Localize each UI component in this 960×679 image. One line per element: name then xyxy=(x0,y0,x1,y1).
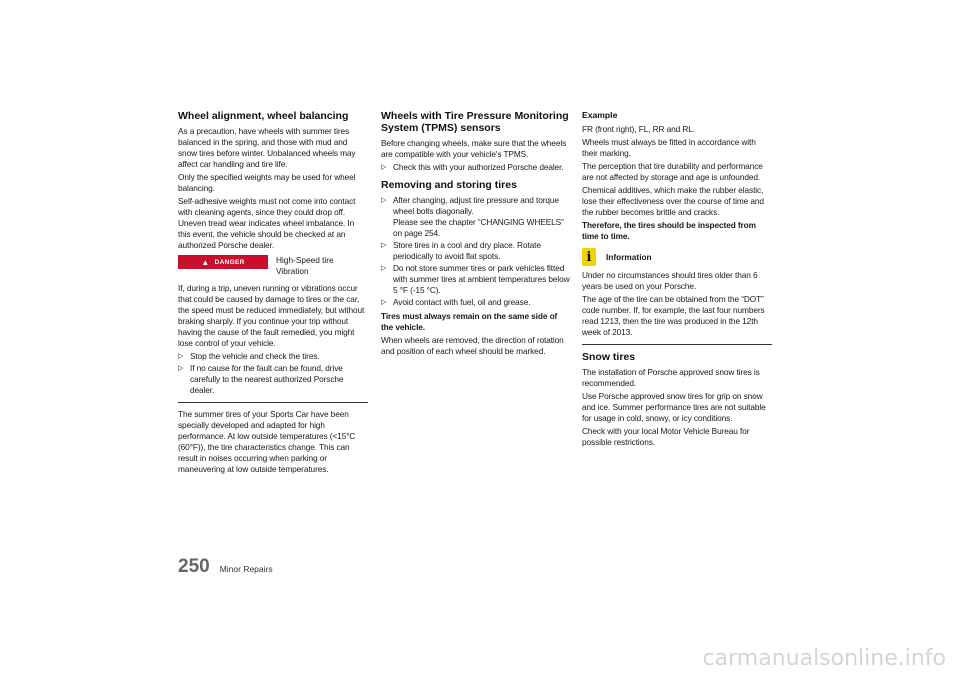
section-title: Minor Repairs xyxy=(219,564,273,574)
column-2 xyxy=(381,110,571,359)
triangle-bullet-icon: ▷ xyxy=(178,353,184,360)
bold-note: Therefore, the tires should be inspected from time to time. xyxy=(582,220,756,241)
triangle-bullet-icon: ▷ xyxy=(381,242,387,249)
paragraph: Before changing wheels, make sure that the wheels are compatible with your vehicle's TPMS. xyxy=(381,138,567,159)
danger-text-line: High-Speed tire xyxy=(276,255,334,265)
information-box xyxy=(582,248,772,266)
triangle-bullet-icon: ▷ xyxy=(381,265,387,272)
paragraph: Wheels must always be fitted in accordance with their marking. xyxy=(582,137,756,158)
list-item-text: Avoid contact with fuel, oil and grease. xyxy=(393,297,531,307)
triangle-bullet-icon: ▷ xyxy=(381,299,387,306)
triangle-bullet-icon: ▷ xyxy=(381,164,387,171)
heading-removing-storing: Removing and storing tires xyxy=(381,179,517,191)
list-item xyxy=(381,195,571,239)
page-footer xyxy=(178,556,273,578)
paragraph: Under no circumstances should tires older than 6 years be used on your Porsche. xyxy=(582,270,758,291)
list-item xyxy=(381,297,571,308)
info-icon: i xyxy=(582,248,596,266)
list-item xyxy=(381,162,571,173)
list-item-text: Store tires in a cool and dry place. Rotate periodically to avoid flat spots. xyxy=(393,240,541,261)
paragraph: Use Porsche approved snow tires for grip on snow and ice. Summer performance tires are not suitable for usage in cold, snowy, or icy conditions. xyxy=(582,391,766,423)
paragraph: When wheels are removed, the direction of rotation and position of each wheel should be marked. xyxy=(381,335,564,356)
danger-text-line: Vibration xyxy=(276,266,309,276)
paragraph: If, during a trip, uneven running or vibrations occur that could be caused by damage to tires or the car, the speed must be reduced immediately, but without braking sharply. If you continue your trip without having the cause of the fault remedied, you might lose control of your vehicle. xyxy=(178,283,365,348)
list-item-text: Stop the vehicle and check the tires. xyxy=(190,351,320,361)
paragraph: Only the specified weights may be used for wheel balancing. xyxy=(178,172,356,193)
action-list xyxy=(178,351,368,396)
danger-badge xyxy=(178,255,268,269)
paragraph: Self-adhesive weights must not come into contact with cleaning agents, since they could drop off. Uneven tread wear indicates wheel imbalance. In this event, the vehicle should be checked at an authorized Porsche dealer. xyxy=(178,196,356,250)
paragraph: The perception that tire durability and performance are not affected by storage and age is unfounded. xyxy=(582,161,763,182)
list-item xyxy=(178,363,368,396)
paragraph: The summer tires of your Sports Car have been specially developed and adapted for high performance. At low outside temperatures (<15°C (60°F)), the tire characteristics change. This can result in noises occurring when parking or maneuvering at low outside temperatures. xyxy=(178,409,356,474)
warning-triangle-icon: ▲ xyxy=(201,257,210,267)
list-item xyxy=(381,263,571,296)
paragraph: The age of the tire can be obtained from the “DOT” code number. If, for example, the last four numbers read 1213, then the tire was produced in the 12th week of 2013. xyxy=(582,294,765,337)
column-1 xyxy=(178,110,368,477)
triangle-bullet-icon: ▷ xyxy=(381,197,387,204)
danger-warning xyxy=(178,255,368,277)
information-label: Information xyxy=(606,252,652,262)
action-list xyxy=(381,162,571,173)
watermark: carmanualsonline.info xyxy=(702,646,946,671)
list-item-text: Check this with your authorized Porsche dealer. xyxy=(393,162,564,172)
action-list xyxy=(381,195,571,308)
heading-snow-tires: Snow tires xyxy=(582,351,636,363)
paragraph: Check with your local Motor Vehicle Bureau for possible restrictions. xyxy=(582,426,750,447)
paragraph: The installation of Porsche approved snow tires is recommended. xyxy=(582,367,760,388)
triangle-bullet-icon: ▷ xyxy=(178,365,184,372)
danger-text xyxy=(276,255,334,277)
list-item-text: If no cause for the fault can be found, drive carefully to the nearest authorized Porsche dealer. xyxy=(190,363,344,395)
danger-label: DANGER xyxy=(214,258,245,266)
paragraph: As a precaution, have wheels with summer tires balanced in the spring, and those with mud and snow tires before winter. Unbalanced wheels may affect car handling and tire life. xyxy=(178,126,356,169)
list-item-text: Please see the chapter “CHANGING WHEELS” on page 254. xyxy=(393,217,564,238)
bold-note: Tires must always remain on the same side of the vehicle. xyxy=(381,311,558,332)
page-number: 250 xyxy=(178,556,210,577)
divider xyxy=(178,402,368,403)
heading-wheel-alignment: Wheel alignment, wheel balancing xyxy=(178,110,349,122)
column-3 xyxy=(582,110,772,450)
divider xyxy=(582,344,772,345)
list-item-text: Do not store summer tires or park vehicles fitted with summer tires at ambient temperatures below 5 °F (-15 °C). xyxy=(393,263,570,295)
heading-tpms: Wheels with Tire Pressure Monitoring System (TPMS) sensors xyxy=(381,110,569,134)
list-item xyxy=(178,351,368,362)
list-item-text: After changing, adjust tire pressure and torque wheel bolts diagonally. xyxy=(393,195,559,216)
paragraph: FR (front right), FL, RR and RL. xyxy=(582,124,695,134)
list-item xyxy=(381,240,571,262)
heading-example: Example xyxy=(582,110,618,120)
paragraph: Chemical additives, which make the rubber elastic, lose their effectiveness over the course of time and the rubber becomes brittle and cracks. xyxy=(582,185,764,217)
